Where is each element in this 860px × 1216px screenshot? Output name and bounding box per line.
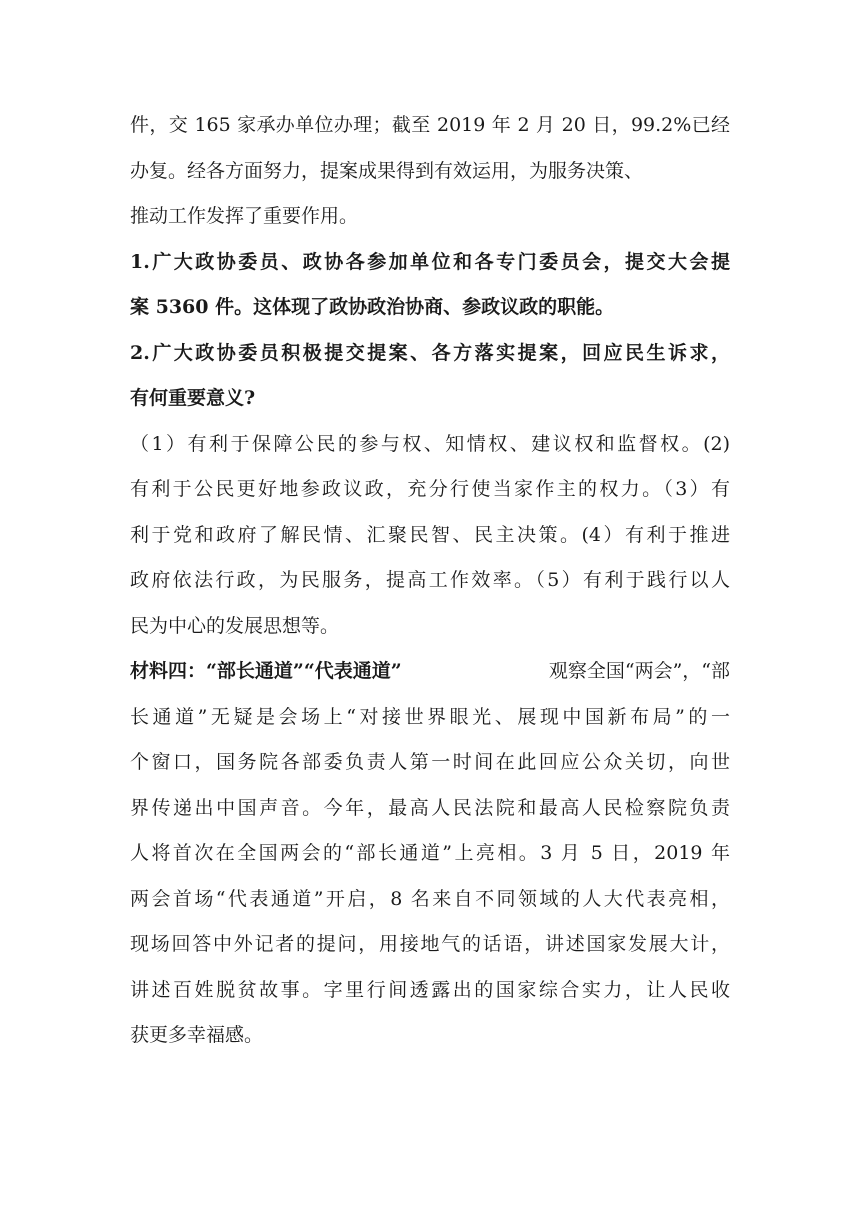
question-text: 2.广大政协委员积极提交提案、各方落实提案，回应民生诉求， <box>130 341 730 364</box>
question-text: 1.广大政协委员、政协各参加单位和各专门委员会，提交大会提 <box>130 250 730 273</box>
paragraph-line <box>130 194 730 240</box>
material-text: 现场回答中外记者的提问，用接地气的话语，讲述国家发展大计， <box>130 933 730 955</box>
question-1-line <box>130 285 730 331</box>
material-heading-line <box>130 649 730 695</box>
answer-line <box>130 513 730 559</box>
material-text: 人将首次在全国两会的“部长通道”上亮相。3 月 5 日，2019 年 <box>130 842 730 864</box>
material-text: 长通道”无疑是会场上“对接世界眼光、展现中国新布局”的一 <box>130 705 730 728</box>
material-line <box>130 877 730 923</box>
answer-text: 民为中心的发展思想等。 <box>130 614 340 637</box>
document-page <box>130 103 730 1059</box>
answer-text: （1）有利于保障公民的参与权、知情权、建议权和监督权。(2) <box>130 432 730 455</box>
material-text: 个窗口，国务院各部委负责人第一时间在此回应公众关切，向世 <box>130 751 730 773</box>
line-text: 办复。经各方面努力，提案成果得到有效运用，为服务决策、 <box>130 159 644 182</box>
material-text: 讲述百姓脱贫故事。字里行间透露出的国家综合实力，让人民收 <box>130 978 730 1001</box>
answer-line <box>130 422 730 468</box>
material-heading: 材料四：“部长通道”“代表通道” <box>130 660 402 682</box>
answer-text: 有利于公民更好地参政议政，充分行使当家作主的权力。（3）有 <box>130 478 730 500</box>
answer-line <box>130 604 730 650</box>
question-text: 案 5360 件。这体现了政协政治协商、参政议政的职能。 <box>130 296 615 318</box>
paragraph-line <box>130 103 730 149</box>
material-line <box>130 1013 730 1059</box>
question-1-line <box>130 240 730 286</box>
answer-text: 政府依法行政，为民服务，提高工作效率。（5）有利于践行以人 <box>130 569 730 591</box>
answer-line <box>130 558 730 604</box>
material-text: 观察全国“两会”，“部 <box>548 660 730 682</box>
answer-line <box>130 467 730 513</box>
material-line <box>130 786 730 832</box>
question-2-line <box>130 376 730 422</box>
material-line <box>130 831 730 877</box>
material-line <box>130 695 730 741</box>
line-text: 件，交 165 家承办单位办理；截至 2019 年 2 月 20 日，99.2%已经 <box>130 114 730 136</box>
paragraph-line <box>130 149 730 195</box>
material-line <box>130 968 730 1014</box>
line-text: 推动工作发挥了重要作用。 <box>130 205 359 227</box>
question-2-line <box>130 331 730 377</box>
material-text: 界传递出中国声音。今年，最高人民法院和最高人民检察院负责 <box>130 796 730 819</box>
question-text: 有何重要意义? <box>130 387 256 409</box>
material-text: 两会首场“代表通道”开启，8 名来自不同领域的人大代表亮相， <box>130 887 730 910</box>
material-line <box>130 740 730 786</box>
material-line <box>130 922 730 968</box>
material-text: 获更多幸福感。 <box>130 1024 264 1046</box>
answer-text: 利于党和政府了解民情、汇聚民智、民主决策。(4）有利于推进 <box>130 523 730 546</box>
